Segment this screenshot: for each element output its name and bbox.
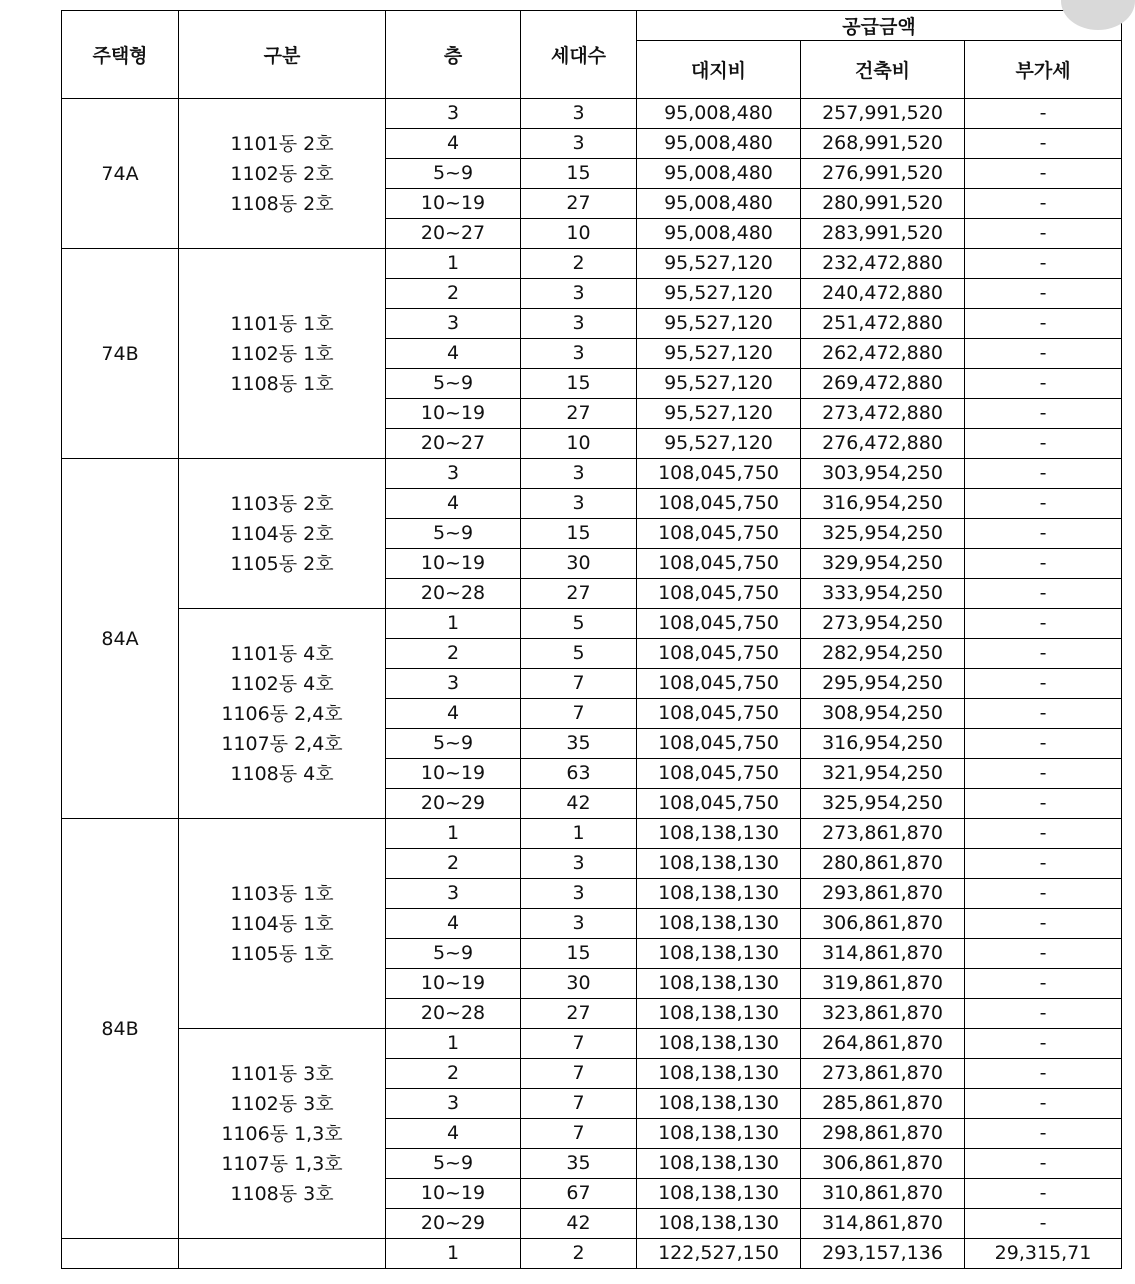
build-cost-cell: 319,861,870 — [801, 969, 965, 999]
housing-type-cell: 84A — [62, 459, 179, 819]
floor-cell: 4 — [386, 699, 521, 729]
households-cell: 15 — [521, 369, 637, 399]
table-row — [62, 609, 1122, 639]
floor-cell: 3 — [386, 669, 521, 699]
households-cell: 1 — [521, 819, 637, 849]
supply-price-table — [61, 10, 1122, 1269]
land-cost-cell: 95,527,120 — [637, 399, 801, 429]
land-cost-cell: 108,045,750 — [637, 459, 801, 489]
floor-cell: 4 — [386, 339, 521, 369]
land-cost-cell: 95,527,120 — [637, 279, 801, 309]
table-row — [62, 459, 1122, 489]
vat-cell: 29,315,71 — [965, 1239, 1122, 1269]
floor-cell: 5~9 — [386, 159, 521, 189]
build-cost-cell: 303,954,250 — [801, 459, 965, 489]
floor-cell: 3 — [386, 879, 521, 909]
floor-cell: 4 — [386, 489, 521, 519]
vat-cell: - — [965, 1149, 1122, 1179]
vat-cell: - — [965, 909, 1122, 939]
land-cost-cell: 95,008,480 — [637, 159, 801, 189]
land-cost-cell: 108,045,750 — [637, 729, 801, 759]
building-label: 1101동 1호 — [230, 312, 334, 335]
header-floor: 층 — [386, 11, 521, 99]
vat-cell: - — [965, 789, 1122, 819]
households-cell: 7 — [521, 669, 637, 699]
build-cost-cell: 306,861,870 — [801, 1149, 965, 1179]
floor-cell: 10~19 — [386, 1179, 521, 1209]
households-cell: 15 — [521, 159, 637, 189]
households-cell: 35 — [521, 1149, 637, 1179]
building-label: 1101동 3호 — [230, 1062, 334, 1085]
building-label: 1105동 1호 — [230, 942, 334, 965]
floor-cell: 10~19 — [386, 759, 521, 789]
land-cost-cell: 108,138,130 — [637, 879, 801, 909]
housing-type-cell — [62, 1239, 179, 1269]
land-cost-cell: 108,045,750 — [637, 699, 801, 729]
floor-cell: 5~9 — [386, 519, 521, 549]
households-cell: 3 — [521, 849, 637, 879]
land-cost-cell: 122,527,150 — [637, 1239, 801, 1269]
supply-amount-label: 공급금액 — [842, 16, 916, 38]
households-cell: 3 — [521, 99, 637, 129]
floor-cell: 3 — [386, 459, 521, 489]
households-cell: 63 — [521, 759, 637, 789]
floor-cell: 1 — [386, 819, 521, 849]
build-cost-cell: 262,472,880 — [801, 339, 965, 369]
vat-cell: - — [965, 1089, 1122, 1119]
households-cell: 3 — [521, 909, 637, 939]
households-cell: 42 — [521, 1209, 637, 1239]
build-cost-cell: 333,954,250 — [801, 579, 965, 609]
build-cost-cell: 280,861,870 — [801, 849, 965, 879]
land-cost-cell: 108,138,130 — [637, 909, 801, 939]
land-cost-cell: 108,138,130 — [637, 1059, 801, 1089]
building-label: 1108동 3호 — [230, 1182, 334, 1205]
build-cost-cell: 325,954,250 — [801, 789, 965, 819]
vat-cell: - — [965, 939, 1122, 969]
households-cell: 3 — [521, 309, 637, 339]
price-table-container — [61, 10, 1122, 1269]
build-cost-cell: 323,861,870 — [801, 999, 965, 1029]
build-cost-cell: 293,157,136 — [801, 1239, 965, 1269]
households-cell: 3 — [521, 279, 637, 309]
housing-type-cell: 84B — [62, 819, 179, 1239]
floor-cell: 20~27 — [386, 219, 521, 249]
vat-cell: - — [965, 519, 1122, 549]
housing-type-cell: 74B — [62, 249, 179, 459]
build-cost-cell: 276,991,520 — [801, 159, 965, 189]
vat-cell: - — [965, 819, 1122, 849]
vat-cell: - — [965, 699, 1122, 729]
vat-cell: - — [965, 1059, 1122, 1089]
households-cell: 15 — [521, 519, 637, 549]
land-cost-cell: 95,527,120 — [637, 249, 801, 279]
households-cell: 7 — [521, 1119, 637, 1149]
floor-cell: 20~27 — [386, 429, 521, 459]
build-cost-cell: 257,991,520 — [801, 99, 965, 129]
households-cell: 7 — [521, 1029, 637, 1059]
floor-cell: 4 — [386, 909, 521, 939]
land-cost-cell: 108,138,130 — [637, 819, 801, 849]
build-cost-cell: 273,472,880 — [801, 399, 965, 429]
build-cost-cell: 316,954,250 — [801, 489, 965, 519]
floor-cell: 5~9 — [386, 729, 521, 759]
vat-cell: - — [965, 129, 1122, 159]
land-cost-cell: 108,045,750 — [637, 669, 801, 699]
build-cost-cell: 295,954,250 — [801, 669, 965, 699]
header-build-cost: 건축비 — [801, 41, 965, 99]
land-cost-cell: 95,527,120 — [637, 309, 801, 339]
households-cell: 7 — [521, 699, 637, 729]
floor-cell: 10~19 — [386, 189, 521, 219]
vat-cell: - — [965, 99, 1122, 129]
build-cost-cell: 314,861,870 — [801, 1209, 965, 1239]
building-label: 1102동 1호 — [230, 342, 334, 365]
vat-cell: - — [965, 399, 1122, 429]
vat-cell: - — [965, 339, 1122, 369]
building-label: 1107동 1,3호 — [221, 1152, 343, 1175]
building-section-cell — [179, 1029, 386, 1239]
households-cell: 7 — [521, 1089, 637, 1119]
floor-cell: 1 — [386, 609, 521, 639]
vat-cell: - — [965, 489, 1122, 519]
land-cost-cell: 108,045,750 — [637, 789, 801, 819]
land-cost-cell: 95,008,480 — [637, 99, 801, 129]
floor-cell: 10~19 — [386, 969, 521, 999]
build-cost-cell: 325,954,250 — [801, 519, 965, 549]
land-cost-cell: 108,045,750 — [637, 639, 801, 669]
households-cell: 3 — [521, 879, 637, 909]
vat-cell: - — [965, 159, 1122, 189]
households-cell: 27 — [521, 189, 637, 219]
vat-cell: - — [965, 969, 1122, 999]
building-section-cell — [179, 1239, 386, 1269]
building-label: 1103동 1호 — [230, 882, 334, 905]
building-section-cell — [179, 819, 386, 1029]
build-cost-cell: 273,861,870 — [801, 1059, 965, 1089]
build-cost-cell: 293,861,870 — [801, 879, 965, 909]
floor-cell: 2 — [386, 849, 521, 879]
build-cost-cell: 308,954,250 — [801, 699, 965, 729]
build-cost-cell: 251,472,880 — [801, 309, 965, 339]
header-section: 구분 — [179, 11, 386, 99]
households-cell: 2 — [521, 249, 637, 279]
build-cost-cell: 316,954,250 — [801, 729, 965, 759]
building-label: 1108동 2호 — [230, 192, 334, 215]
build-cost-cell: 306,861,870 — [801, 909, 965, 939]
building-label: 1108동 4호 — [230, 762, 334, 785]
floor-cell: 1 — [386, 1239, 521, 1269]
vat-cell: - — [965, 609, 1122, 639]
vat-cell: - — [965, 429, 1122, 459]
building-section-cell — [179, 99, 386, 249]
table-row — [62, 249, 1122, 279]
floor-cell: 2 — [386, 1059, 521, 1089]
vat-cell: - — [965, 759, 1122, 789]
floor-cell: 5~9 — [386, 939, 521, 969]
vat-cell: - — [965, 1119, 1122, 1149]
building-section-cell — [179, 609, 386, 819]
floor-cell: 1 — [386, 249, 521, 279]
floor-cell: 10~19 — [386, 399, 521, 429]
building-label: 1102동 2호 — [230, 162, 334, 185]
vat-cell: - — [965, 309, 1122, 339]
build-cost-cell: 269,472,880 — [801, 369, 965, 399]
build-cost-cell: 273,861,870 — [801, 819, 965, 849]
floor-cell: 20~29 — [386, 789, 521, 819]
floor-cell: 20~28 — [386, 579, 521, 609]
land-cost-cell: 108,138,130 — [637, 939, 801, 969]
build-cost-cell: 273,954,250 — [801, 609, 965, 639]
build-cost-cell: 321,954,250 — [801, 759, 965, 789]
housing-type-cell: 74A — [62, 99, 179, 249]
build-cost-cell: 282,954,250 — [801, 639, 965, 669]
building-label: 1106동 1,3호 — [221, 1122, 343, 1145]
vat-cell: - — [965, 249, 1122, 279]
header-households: 세대수 — [521, 11, 637, 99]
floor-cell: 20~28 — [386, 999, 521, 1029]
floor-cell: 10~19 — [386, 549, 521, 579]
households-cell: 3 — [521, 129, 637, 159]
land-cost-cell: 108,138,130 — [637, 1029, 801, 1059]
header-vat: 부가세 — [965, 41, 1122, 99]
floor-cell: 3 — [386, 1089, 521, 1119]
vat-cell: - — [965, 1209, 1122, 1239]
households-cell: 7 — [521, 1059, 637, 1089]
build-cost-cell: 264,861,870 — [801, 1029, 965, 1059]
land-cost-cell: 95,008,480 — [637, 219, 801, 249]
floor-cell: 3 — [386, 99, 521, 129]
vat-cell: - — [965, 849, 1122, 879]
land-cost-cell: 108,138,130 — [637, 969, 801, 999]
building-label: 1104동 2호 — [230, 522, 334, 545]
vat-cell: - — [965, 459, 1122, 489]
table-body — [62, 99, 1122, 1269]
land-cost-cell: 108,138,130 — [637, 999, 801, 1029]
land-cost-cell: 108,138,130 — [637, 1089, 801, 1119]
households-cell: 10 — [521, 429, 637, 459]
floor-cell: 2 — [386, 639, 521, 669]
vat-cell: - — [965, 879, 1122, 909]
land-cost-cell: 108,138,130 — [637, 849, 801, 879]
table-row — [62, 99, 1122, 129]
households-cell: 3 — [521, 489, 637, 519]
land-cost-cell: 108,045,750 — [637, 579, 801, 609]
households-cell: 42 — [521, 789, 637, 819]
vat-cell: - — [965, 369, 1122, 399]
floor-cell: 5~9 — [386, 369, 521, 399]
build-cost-cell: 314,861,870 — [801, 939, 965, 969]
building-label: 1108동 1호 — [230, 372, 334, 395]
build-cost-cell: 298,861,870 — [801, 1119, 965, 1149]
vat-cell: - — [965, 1179, 1122, 1209]
land-cost-cell: 95,527,120 — [637, 429, 801, 459]
building-label: 1104동 1호 — [230, 912, 334, 935]
land-cost-cell: 108,138,130 — [637, 1119, 801, 1149]
households-cell: 2 — [521, 1239, 637, 1269]
households-cell: 67 — [521, 1179, 637, 1209]
vat-cell: - — [965, 579, 1122, 609]
vat-cell: - — [965, 219, 1122, 249]
floor-cell: 20~29 — [386, 1209, 521, 1239]
build-cost-cell: 276,472,880 — [801, 429, 965, 459]
households-cell: 10 — [521, 219, 637, 249]
build-cost-cell: 310,861,870 — [801, 1179, 965, 1209]
land-cost-cell: 108,138,130 — [637, 1149, 801, 1179]
land-cost-cell: 108,045,750 — [637, 489, 801, 519]
households-cell: 15 — [521, 939, 637, 969]
vat-cell: - — [965, 549, 1122, 579]
header-type: 주택형 — [62, 11, 179, 99]
building-label: 1101동 2호 — [230, 132, 334, 155]
land-cost-cell: 108,045,750 — [637, 549, 801, 579]
households-cell: 30 — [521, 549, 637, 579]
households-cell: 5 — [521, 609, 637, 639]
land-cost-cell: 95,527,120 — [637, 369, 801, 399]
households-cell: 3 — [521, 459, 637, 489]
build-cost-cell: 280,991,520 — [801, 189, 965, 219]
table-row — [62, 819, 1122, 849]
building-label: 1102동 4호 — [230, 672, 334, 695]
vat-cell: - — [965, 279, 1122, 309]
header-supply-amount — [637, 11, 1122, 41]
build-cost-cell: 329,954,250 — [801, 549, 965, 579]
building-label: 1101동 4호 — [230, 642, 334, 665]
households-cell: 35 — [521, 729, 637, 759]
vat-cell: - — [965, 1029, 1122, 1059]
households-cell: 5 — [521, 639, 637, 669]
building-section-cell — [179, 459, 386, 609]
vat-cell: - — [965, 189, 1122, 219]
households-cell: 3 — [521, 339, 637, 369]
building-label: 1106동 2,4호 — [221, 702, 343, 725]
floor-cell: 2 — [386, 279, 521, 309]
vat-cell: - — [965, 999, 1122, 1029]
land-cost-cell: 108,045,750 — [637, 609, 801, 639]
header-land-cost: 대지비 — [637, 41, 801, 99]
households-cell: 30 — [521, 969, 637, 999]
vat-cell: - — [965, 639, 1122, 669]
vat-cell: - — [965, 669, 1122, 699]
floor-cell: 1 — [386, 1029, 521, 1059]
floor-cell: 3 — [386, 309, 521, 339]
build-cost-cell: 268,991,520 — [801, 129, 965, 159]
build-cost-cell: 232,472,880 — [801, 249, 965, 279]
households-cell: 27 — [521, 579, 637, 609]
building-label: 1103동 2호 — [230, 492, 334, 515]
building-label: 1105동 2호 — [230, 552, 334, 575]
floor-cell: 4 — [386, 1119, 521, 1149]
floor-cell: 5~9 — [386, 1149, 521, 1179]
land-cost-cell: 95,527,120 — [637, 339, 801, 369]
table-row — [62, 1029, 1122, 1059]
land-cost-cell: 108,138,130 — [637, 1179, 801, 1209]
land-cost-cell: 95,008,480 — [637, 129, 801, 159]
build-cost-cell: 285,861,870 — [801, 1089, 965, 1119]
building-label: 1107동 2,4호 — [221, 732, 343, 755]
build-cost-cell: 283,991,520 — [801, 219, 965, 249]
vat-cell: - — [965, 729, 1122, 759]
building-label: 1102동 3호 — [230, 1092, 334, 1115]
land-cost-cell: 108,045,750 — [637, 519, 801, 549]
households-cell: 27 — [521, 399, 637, 429]
land-cost-cell: 95,008,480 — [637, 189, 801, 219]
households-cell: 27 — [521, 999, 637, 1029]
floor-cell: 4 — [386, 129, 521, 159]
land-cost-cell: 108,045,750 — [637, 759, 801, 789]
building-section-cell — [179, 249, 386, 459]
land-cost-cell: 108,138,130 — [637, 1209, 801, 1239]
build-cost-cell: 240,472,880 — [801, 279, 965, 309]
table-row — [62, 1239, 1122, 1269]
